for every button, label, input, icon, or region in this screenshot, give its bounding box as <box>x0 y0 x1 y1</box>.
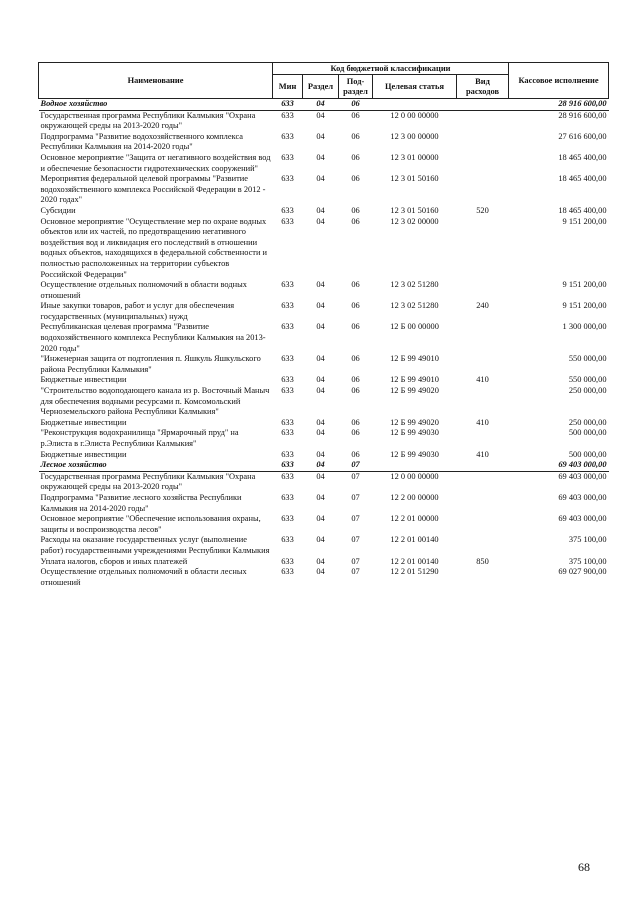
row-target <box>373 99 457 111</box>
row-expense <box>457 460 509 471</box>
row-min: 633 <box>281 152 294 162</box>
row-name: Подпрограмма "Развитие водохозяйственного комплекса Республики Калмыкия на 2014-2020 годы" <box>40 131 243 152</box>
table-row <box>39 450 609 461</box>
row-name: Иные закупки товаров, работ и услуг для обеспечения государственных (муниципальных) нужд <box>40 301 235 321</box>
row-amount: 550 000,00 <box>568 354 607 364</box>
section-row <box>39 99 609 111</box>
row-amount: 69 403 000,00 <box>558 492 607 502</box>
row-expense <box>457 386 509 418</box>
header-expense: Вид расходов <box>457 75 509 99</box>
header-min: Мин <box>273 75 303 99</box>
row-amount: 500 000,00 <box>568 428 607 438</box>
row-amount: 28 916 600,00 <box>509 99 609 111</box>
row-min: 633 <box>281 322 294 332</box>
row-subsection: 06 <box>351 131 360 141</box>
row-name: Подпрограмма "Развитие лесного хозяйства Республики Калмыкия на 2014-2020 годы" <box>40 492 242 513</box>
row-section: 04 <box>316 216 325 226</box>
row-name: Лесное хозяйство <box>39 460 273 471</box>
row-target: 12 2 00 00000 <box>390 492 439 502</box>
row-target: 12 3 02 51280 <box>390 280 439 290</box>
row-name: Основное мероприятие "Осуществление мер по охране водных объектов или их частей, по предотвращению негативного воздействия вод и ликвидация его последствий в отношении водных объектов, находящихся в федеральной собственности и полностью расположенных на территории субъектов Российской Федерации" <box>40 216 268 279</box>
header-execution: Кассовое исполнение <box>509 63 609 99</box>
row-amount: 69 403 000,00 <box>509 460 609 471</box>
row-target: 12 2 01 00140 <box>390 535 439 545</box>
row-expense: 410 <box>476 375 489 385</box>
table-row <box>39 567 609 588</box>
row-name: Бюджетные инвестиции <box>40 417 127 427</box>
row-min: 633 <box>281 535 294 545</box>
header-subsection: Под-раздел <box>339 75 373 99</box>
row-expense <box>457 99 509 111</box>
row-target: 12 3 01 50160 <box>390 174 439 184</box>
row-section: 04 <box>316 110 325 120</box>
row-amount: 69 403 000,00 <box>558 514 607 524</box>
row-target: 12 2 01 00000 <box>390 514 439 524</box>
table-body <box>39 99 609 589</box>
row-expense <box>457 153 509 174</box>
row-name: Осуществление отдельных полномочий в области водных отношений <box>40 280 247 300</box>
row-amount: 9 151 200,00 <box>562 280 607 290</box>
row-subsection: 07 <box>351 567 360 577</box>
row-section: 04 <box>316 322 325 332</box>
row-section: 04 <box>316 205 325 215</box>
row-section: 04 <box>316 354 325 364</box>
row-section: 04 <box>303 99 339 111</box>
table-row <box>39 174 609 206</box>
row-subsection: 06 <box>351 280 360 290</box>
row-subsection: 06 <box>351 110 360 120</box>
row-amount: 500 000,00 <box>568 449 607 459</box>
page-number: 68 <box>578 860 590 874</box>
row-name: Уплата налогов, сборов и иных платежей <box>40 556 188 566</box>
row-subsection: 06 <box>351 322 360 332</box>
row-section: 04 <box>316 386 325 396</box>
row-target: 12 3 02 00000 <box>390 216 439 226</box>
row-expense <box>457 354 509 375</box>
row-subsection: 06 <box>351 449 360 459</box>
row-subsection: 06 <box>351 354 360 364</box>
table-row <box>39 418 609 429</box>
row-amount: 375 100,00 <box>568 556 607 566</box>
row-min: 633 <box>281 567 294 577</box>
table-row <box>39 217 609 281</box>
row-min: 633 <box>281 174 294 184</box>
row-target <box>373 460 457 471</box>
header-section: Раздел <box>303 75 339 99</box>
row-min: 633 <box>281 354 294 364</box>
row-amount: 250 000,00 <box>568 417 607 427</box>
row-name: Бюджетные инвестиции <box>40 375 127 385</box>
row-expense <box>457 322 509 354</box>
header-code-group: Код бюджетной классификации <box>273 63 509 75</box>
row-min: 633 <box>281 386 294 396</box>
row-subsection: 07 <box>351 492 360 502</box>
row-expense <box>457 493 509 514</box>
table-row <box>39 375 609 386</box>
row-section: 04 <box>316 375 325 385</box>
table-row <box>39 386 609 418</box>
row-target: 12 Б 99 49030 <box>390 428 439 438</box>
header-name: Наименование <box>39 63 273 99</box>
row-subsection: 06 <box>351 375 360 385</box>
row-section: 04 <box>316 535 325 545</box>
row-section: 04 <box>316 417 325 427</box>
row-amount: 375 100,00 <box>568 535 607 545</box>
row-name: Мероприятия федеральной целевой программы "Развитие водохозяйственного комплекса Российской Федерации в 2012 - 2020 годах" <box>40 174 266 205</box>
row-amount: 18 465 400,00 <box>558 152 607 162</box>
table-row <box>39 493 609 514</box>
table-row <box>39 110 609 132</box>
row-section: 04 <box>316 471 325 481</box>
row-min: 633 <box>273 99 303 111</box>
row-expense <box>457 514 509 535</box>
row-min: 633 <box>281 428 294 438</box>
row-expense: 520 <box>476 205 489 215</box>
row-subsection: 07 <box>351 471 360 481</box>
row-min: 633 <box>281 205 294 215</box>
row-subsection: 07 <box>339 460 373 471</box>
row-section: 04 <box>316 567 325 577</box>
row-name: Государственная программа Республики Калмыкия "Охрана окружающей среды на 2013-2020 годы" <box>40 110 256 131</box>
row-amount: 18 465 400,00 <box>558 174 607 184</box>
row-section: 04 <box>316 152 325 162</box>
row-amount: 250 000,00 <box>568 386 607 396</box>
row-amount: 18 465 400,00 <box>558 205 607 215</box>
table-row <box>39 535 609 556</box>
row-min: 633 <box>281 110 294 120</box>
row-min: 633 <box>281 216 294 226</box>
row-target: 12 Б 99 49020 <box>390 386 439 396</box>
row-subsection: 06 <box>351 205 360 215</box>
row-target: 12 2 01 51290 <box>390 567 439 577</box>
row-amount: 27 616 600,00 <box>558 131 607 141</box>
row-subsection: 07 <box>351 535 360 545</box>
row-subsection: 06 <box>351 386 360 396</box>
row-subsection: 06 <box>351 174 360 184</box>
row-name: Водное хозяйство <box>39 99 273 111</box>
table-row <box>39 354 609 375</box>
row-target: 12 3 00 00000 <box>390 131 439 141</box>
row-expense: 410 <box>476 449 489 459</box>
row-section: 04 <box>316 492 325 502</box>
row-section: 04 <box>316 301 325 311</box>
row-subsection: 06 <box>351 216 360 226</box>
row-subsection: 06 <box>351 428 360 438</box>
row-name: "Инженерная защита от подтопления п. Яшкуль Яшкульского района Республики Калмыкия" <box>40 354 261 374</box>
row-expense <box>457 217 509 281</box>
table-row <box>39 153 609 174</box>
row-min: 633 <box>281 131 294 141</box>
row-target: 12 3 01 50160 <box>390 205 439 215</box>
row-amount: 9 151 200,00 <box>562 301 607 311</box>
row-name: Бюджетные инвестиции <box>40 449 127 459</box>
table-row <box>39 280 609 301</box>
row-target: 12 Б 00 00000 <box>390 322 439 332</box>
row-min: 633 <box>281 471 294 481</box>
row-amount: 69 403 000,00 <box>558 471 607 481</box>
row-name: Субсидии <box>40 205 76 215</box>
row-section: 04 <box>316 428 325 438</box>
row-amount: 1 300 000,00 <box>562 322 607 332</box>
row-expense <box>457 428 509 449</box>
row-min: 633 <box>281 301 294 311</box>
row-min: 633 <box>281 514 294 524</box>
row-min: 633 <box>281 375 294 385</box>
row-subsection: 06 <box>351 152 360 162</box>
table-row <box>39 428 609 449</box>
row-name: "Реконструкция водохранилища "Ярмарочный пруд" на р.Элиста в г.Элиста Республики Калмыкия" <box>40 428 239 448</box>
row-subsection: 07 <box>351 514 360 524</box>
row-target: 12 0 00 00000 <box>390 110 439 120</box>
row-name: Основное мероприятие "Защита от негативного воздействия вод и обеспечение безопасности гидротехнических сооружений" <box>40 152 271 173</box>
row-section: 04 <box>316 556 325 566</box>
row-subsection: 06 <box>339 99 373 111</box>
table-row <box>39 322 609 354</box>
row-name: Осуществление отдельных полномочий в области лесных отношений <box>40 567 247 587</box>
row-name: Государственная программа Республики Калмыкия "Охрана окружающей среды на 2013-2020 годы" <box>40 471 256 492</box>
row-min: 633 <box>281 280 294 290</box>
table-row <box>39 301 609 322</box>
row-target: 12 Б 99 49020 <box>390 417 439 427</box>
table-row <box>39 514 609 535</box>
table-row <box>39 132 609 153</box>
row-min: 633 <box>281 556 294 566</box>
table-header <box>39 63 609 99</box>
row-expense <box>457 174 509 206</box>
row-subsection: 07 <box>351 556 360 566</box>
row-target: 12 3 01 00000 <box>390 152 439 162</box>
row-amount: 550 000,00 <box>568 375 607 385</box>
table-row <box>39 557 609 568</box>
row-min: 633 <box>273 460 303 471</box>
row-amount: 28 916 600,00 <box>558 110 607 120</box>
row-min: 633 <box>281 417 294 427</box>
row-target: 12 Б 99 49010 <box>390 354 439 364</box>
row-name: Основное мероприятие "Обеспечение использования охраны, защиты и воспроизводства лесов" <box>40 514 261 534</box>
row-target: 12 0 00 00000 <box>390 471 439 481</box>
row-subsection: 06 <box>351 301 360 311</box>
header-target: Целевая статья <box>373 75 457 99</box>
row-expense <box>457 567 509 588</box>
row-section: 04 <box>316 280 325 290</box>
row-expense <box>457 471 509 493</box>
row-expense: 240 <box>476 301 489 311</box>
row-name: Расходы на оказание государственных услуг (выполнение работ) государственными учреждениями Республики Калмыкия <box>40 535 270 555</box>
row-section: 04 <box>316 131 325 141</box>
row-target: 12 3 02 51280 <box>390 301 439 311</box>
budget-table <box>38 62 609 588</box>
row-expense <box>457 110 509 132</box>
row-section: 04 <box>316 514 325 524</box>
row-expense: 850 <box>476 556 489 566</box>
row-subsection: 06 <box>351 417 360 427</box>
row-section: 04 <box>316 174 325 184</box>
row-expense: 410 <box>476 417 489 427</box>
row-min: 633 <box>281 492 294 502</box>
table-row <box>39 206 609 217</box>
row-target: 12 2 01 00140 <box>390 556 439 566</box>
row-amount: 69 027 900,00 <box>558 567 607 577</box>
row-target: 12 Б 99 49010 <box>390 375 439 385</box>
row-expense <box>457 535 509 556</box>
row-name: "Строительство водоподающего канала из р. Восточный Маныч для обеспечения водными ресурсами п. Комсомольский Черноземельского района Республики Калмыкия" <box>40 386 270 417</box>
row-min: 633 <box>281 449 294 459</box>
row-name: Республиканская целевая программа "Развитие водохозяйственного комплекса Республики Калмыкия на 2013-2020 годы" <box>40 322 266 353</box>
row-expense <box>457 132 509 153</box>
section-row <box>39 460 609 471</box>
row-section: 04 <box>303 460 339 471</box>
row-target: 12 Б 99 49030 <box>390 449 439 459</box>
table-row <box>39 471 609 493</box>
row-section: 04 <box>316 449 325 459</box>
row-amount: 9 151 200,00 <box>562 216 607 226</box>
row-expense <box>457 280 509 301</box>
